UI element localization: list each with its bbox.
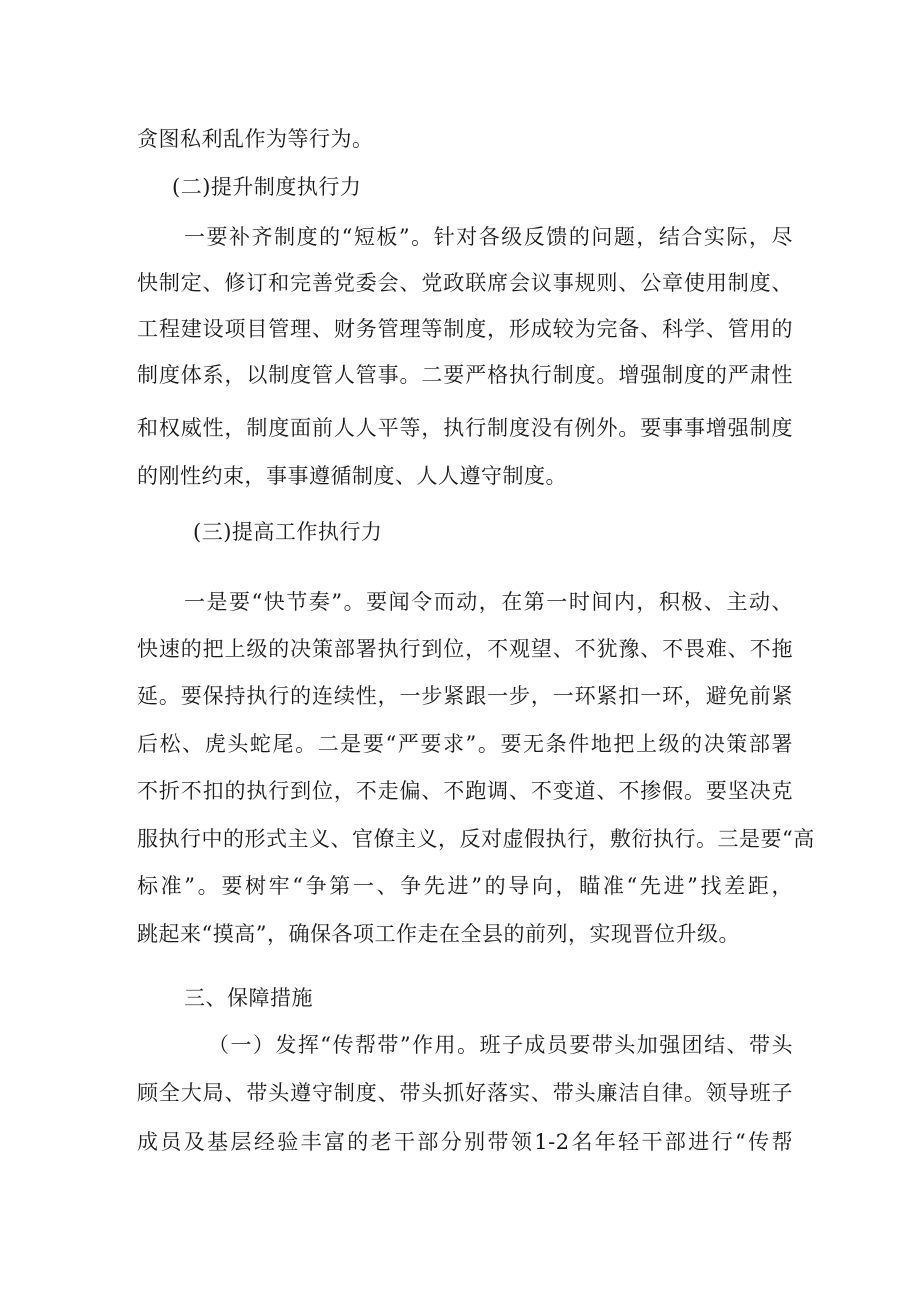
- paragraph-first-line: （一）发挥“传帮带”作用。班子成员要带头加强团结、带头: [208, 1033, 793, 1057]
- text-line: 快速的把上级的决策部署执行到位，不观望、不犹豫、不畏难、不拖: [137, 637, 793, 661]
- section-heading: (二)提升制度执行力: [172, 175, 362, 199]
- paragraph-first-line: 一要补齐制度的“短板”。针对各级反馈的问题，结合实际，尽: [184, 225, 793, 249]
- text-line: 制度体系，以制度管人管事。二要严格执行制度。增强制度的严肃性: [137, 363, 793, 387]
- text-line: 贪图私利乱作为等行为。: [137, 127, 374, 151]
- text-line: 和权威性，制度面前人人平等，执行制度没有例外。要事事增强制度: [137, 416, 793, 440]
- text-line: 不折不扣的执行到位，不走偏、不跑调、不变道、不掺假。要坚决克: [137, 779, 793, 803]
- text-line: 快制定、修订和完善党委会、党政联席会议事规则、公章使用制度、: [137, 271, 793, 295]
- text-line: 标准”。要树牢“争第一、争先进”的导向，瞄准“先进”找差距，: [137, 874, 793, 898]
- text-line: 的刚性约束，事事遵循制度、人人遵守制度。: [137, 464, 567, 488]
- text-line: 工程建设项目管理、财务管理等制度，形成较为完备、科学、管用的: [137, 317, 793, 341]
- text-line: 成员及基层经验丰富的老干部分别带领1-2名年轻干部进行“传帮: [137, 1130, 793, 1154]
- text-line: 跳起来“摸高”，确保各项工作走在全县的前列，实现晋位升级。: [137, 922, 740, 946]
- text-line: 后松、虎头蛇尾。二是要“严要求”。要无条件地把上级的决策部署: [137, 732, 793, 756]
- text-line: 顾全大局、带头遵守制度、带头抓好落实、带头廉洁自律。领导班子: [137, 1081, 793, 1105]
- paragraph-first-line: 一是要“快节奏”。要闻令而动，在第一时间内，积极、主动、: [184, 590, 793, 614]
- text-line: 延。要保持执行的连续性，一步紧跟一步，一环紧扣一环，避免前紧: [137, 684, 793, 708]
- section-heading: (三)提高工作执行力: [193, 520, 383, 544]
- section-heading: 三、保障措施: [184, 986, 313, 1010]
- text-line: 服执行中的形式主义、官僚主义，反对虚假执行，敷衍执行。三是要“高: [137, 827, 815, 851]
